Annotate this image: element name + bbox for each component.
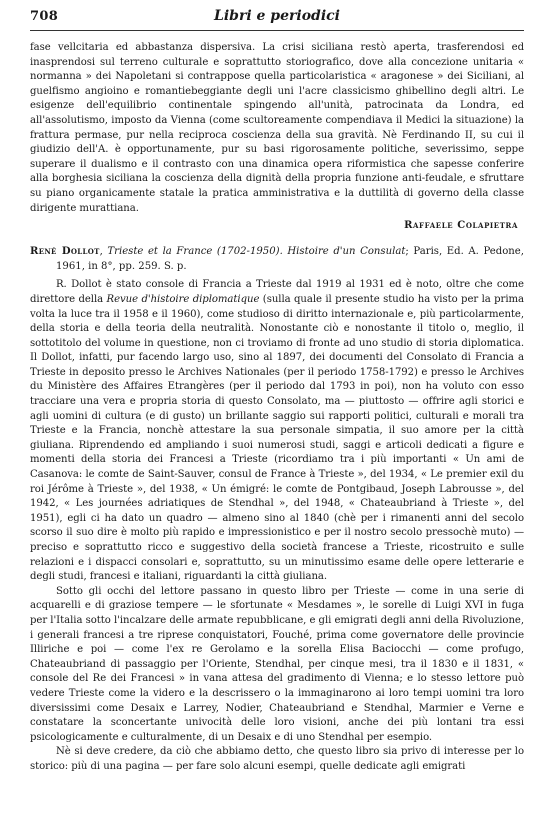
review-book-title: Trieste et la France (1702-1950). Histoire d'un Consulat [107,246,406,258]
running-title: Libri e periodici [214,8,340,24]
section-gap [30,231,524,245]
previous-review-paragraph: fase vellcitaria ed abbastanza dispersiva. La crisi siciliana restò aperta, trasferendosi ed inasprendosi sul terreno culturale e soprattutto storiografico, dove alla concezione unitaria « normanna » dei Napoletani si contrappose quella particolaristica « aragonese » dei Siciliani, al guelfismo angioino e romantiebeggiante degli uni l'acre classicismo ghibellino degli altri. Le esigenze dell'equilibrio continentale spingendo all'unità, patrocinata da Londra, ed all'assolutismo, imposto da Vienna (come scultoreamente compendiava il Medici la situazione) la frattura permase, pur nella reciproca coscienza della sua gravità. Nè Ferdinando II, su cui il giudizio dell'A. è opportunamente, pur su basi rigorosamente politiche, severissimo, seppe superare il dualismo e il contrasto con una dinamica opera riformistica che sapesse conferire alla borghesia siciliana la coscienza della dignità della propria funzione anti-feudale, e sfruttare su piano organicamente statale la pratica amministrativa e la duttilità di governo della classe dirigente murattiana. [30,42,524,214]
review-author: René Dollot [30,246,100,258]
journal-title: Revue d'histoire diplomatique [106,293,260,305]
review-body [30,278,524,774]
review-paragraph-1 [30,278,524,584]
review-publication-info: ; Paris, Ed. A. Pedone, 1961, in 8°, pp. 259. S. p. [56,246,524,272]
review-paragraph-2: Sotto gli occhi del lettore passano in questo libro per Trieste — come in una serie di acquarelli e di graziose tempere — le sfortunate « Mesdames », le sorelle di Luigi XVI in fuga per l'Italia sotto l'incalzare delle armate repubblicane, e gli emigrati degli anni della Rivoluzione, i generali francesi a tre riprese conquistatori, Fouché, prima come governatore delle provincie Illiriche e poi — come l'ex re Gerolamo e la sorella Elisa Baciocchi — come profugo, Chateaubriand di passaggio per l'Oriente, Stendhal, per cinque mesi, tra il 1830 e il 1831, « console del Re dei Francesi » in vana attesa del gradimento di Vienna; e lo stesso lettore può vedere Trieste come la videro e la descrissero o la immaginarono ai loro tempi uomini tra loro diversissimi come Desaix e Larrey, Nodier, Chateaubriand e Stendhal, Marmier e Verne e constatare la sconcertante univocità delle loro visioni, anche dei più lontani tra essi psicologicamente e culturalmente, di un Desaix e di uno Stendhal per esempio. [30,585,524,743]
paragraph-1-opening: R. Dollot è stato console di Francia a Trieste dal 1919 al 1931 ed è noto, oltre che come direttore della [30,279,524,305]
page-number: 708 [30,9,59,24]
review-paragraph-3: Nè si deve credere, da ciò che abbiamo detto, che questo libro sia privo di interesse per lo storico: più di una pagina — per fare solo alcuni esempi, quelle dedicate agli emigrati [30,746,524,772]
paragraph-1-continuation: (sulla quale il presente studio ha visto per la prima volta la luce tra il 1958 e il 1960), come studioso di diritto internazionale e, più particolarmente, della storia e della teoria della neutralità. Nonostante ciò e nonostante il titolo o, meglio, il sottotitolo del volume in questione, non ci troviamo di fronte ad uno studio di storia diplomatica. Il Dollot, infatti, pur facendo largo uso, sino al 1897, dei documenti del Consolato di Francia a Trieste in deposito presso le Archives Nationales (per il periodo 1758-1792) e presso le Archives du Ministère des Affaires Etrangères (per il periodo dal 1793 in poi), non ha voluto con esso tracciare una vera e propria storia di questo Consolato, ma — piuttosto — offrire agli storici e agli uomini di cultura (e di gusto) un brillante saggio sui rapporti politici, culturali e morali tra Trieste e la Francia, nonchè attestare la sua personale simpatia, il suo amore per la città giuliana. Riprendendo ed ampliando i suoi numerosi studi, saggi e articoli dedicati a figure e momenti della storia dei Francesi a Trieste (ricordiamo tra i più importanti « Un ami de Casanova: le comte de Saint-Sauver, consul de France à Trieste », del 1934, « Le premier exil du roi Jérôme à Trieste », del 1938, « Un émigré: le comte de Pontgibaud, Joseph Labrousse », del 1942, « Les journées adriatiques de Stendhal », del 1948, « Chateaubriand à Trieste », del 1951), egli ci ha dato un quadro — almeno sino al 1840 (chè per i rimanenti anni del secolo scorso il suo dire è molto più rapido e impressionistico e per il nostro secolo pressochè muto) — preciso e soprattutto ricco e suggestivo della società francese a Trieste, ricostruito e sulle relazioni e i dispacci consolari e, soprattutto, su un minutissimo esame delle opere letterarie e degli studi, francesi e italiani, riguardanti la città giuliana. [30,293,524,583]
running-header [30,6,524,31]
reviewer-signature: Raffaele Colapietra [404,220,518,232]
previous-review-body [30,41,524,216]
review-citation: René Dollot, Trieste et la France (1702-1950). Histoire d'un Consulat; Paris, Ed. A. Pedone, 1961, in 8°, pp. 259. S. p. [30,246,524,272]
